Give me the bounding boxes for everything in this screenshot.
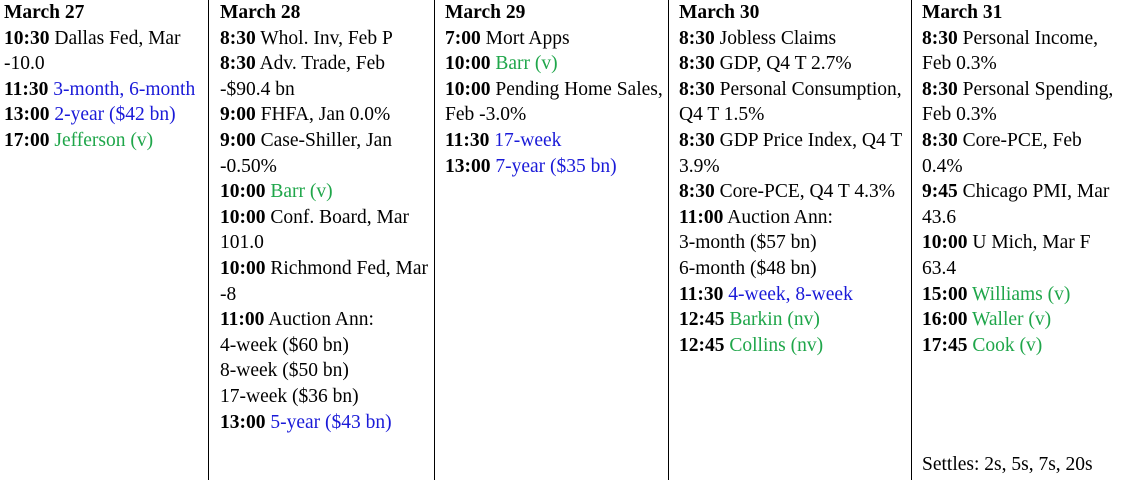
event-item — [220, 26, 430, 52]
event-time: 10:30 — [4, 27, 50, 49]
event-item — [922, 230, 1117, 281]
event-time: 17:45 — [922, 334, 968, 356]
event-description: Barr (v) — [495, 53, 558, 75]
event-item — [220, 256, 430, 307]
event-time: 8:30 — [922, 129, 958, 151]
event-time: 16:00 — [922, 309, 968, 331]
day-column-march-30 — [669, 0, 912, 480]
event-item — [4, 77, 204, 103]
event-time: 10:00 — [445, 53, 491, 75]
event-description: U Mich, Mar F 63.4 — [922, 232, 1091, 279]
event-time: 10:00 — [445, 78, 491, 100]
event-description: 7-year ($35 bn) — [495, 155, 617, 177]
event-description: Cook (v) — [972, 334, 1043, 356]
event-description: Dallas Fed, Mar -10.0 — [4, 27, 181, 75]
event-time: 13:00 — [4, 104, 50, 126]
day-column-march-28 — [209, 0, 435, 480]
day-title: March 30 — [679, 2, 760, 23]
event-item — [922, 77, 1117, 128]
event-list — [679, 26, 907, 359]
event-description: Adv. Trade, Feb -$90.4 bn — [220, 53, 386, 100]
event-description: 4-week, 8-week — [728, 283, 853, 305]
event-time: 15:00 — [922, 283, 968, 305]
event-description: Barr (v) — [270, 181, 333, 203]
event-item — [445, 154, 664, 180]
event-item — [220, 307, 430, 409]
event-item — [445, 128, 664, 154]
event-description: Barkin (nv) — [729, 309, 820, 331]
event-item — [445, 26, 664, 52]
event-item — [4, 102, 204, 128]
event-item — [679, 333, 907, 359]
event-item — [922, 307, 1117, 333]
day-title: March 31 — [922, 2, 1003, 23]
event-description: Conf. Board, Mar 101.0 — [220, 206, 410, 254]
event-time: 11:30 — [4, 78, 49, 100]
event-description: Chicago PMI, Mar 43.6 — [922, 181, 1110, 228]
event-time: 7:00 — [445, 27, 481, 49]
event-item — [679, 282, 907, 308]
event-description: Personal Income, Feb 0.3% — [922, 27, 1099, 75]
event-time: 10:00 — [220, 181, 266, 203]
event-time: 8:30 — [679, 78, 715, 100]
event-time: 8:30 — [679, 27, 715, 49]
event-list — [220, 26, 430, 436]
event-time: 8:30 — [220, 27, 256, 49]
event-item — [679, 77, 907, 128]
event-item — [679, 26, 907, 52]
event-time: 10:00 — [220, 257, 266, 279]
event-time: 9:45 — [922, 181, 958, 203]
auction-detail-line: 6-month ($48 bn) — [679, 257, 817, 279]
event-item — [220, 205, 430, 256]
event-description: 3-month, 6-month — [53, 78, 196, 100]
event-time: 8:30 — [922, 27, 958, 49]
event-item — [220, 179, 430, 205]
event-time: 9:00 — [220, 129, 256, 151]
event-description: Jobless Claims — [719, 27, 837, 49]
event-item — [679, 179, 907, 205]
event-description: Jefferson (v) — [54, 129, 154, 151]
event-description: Personal Consumption, Q4 T 1.5% — [679, 78, 902, 126]
event-time: 17:00 — [4, 129, 50, 151]
day-column-march-31 — [912, 0, 1121, 480]
event-item — [220, 128, 430, 179]
event-item — [922, 128, 1117, 179]
event-time: 8:30 — [679, 53, 715, 75]
event-item — [922, 282, 1117, 308]
day-title: March 28 — [220, 2, 301, 23]
event-description: Collins (nv) — [729, 334, 824, 356]
event-time: 11:30 — [445, 129, 490, 151]
event-item — [679, 128, 907, 179]
event-item — [220, 51, 430, 102]
event-description: GDP, Q4 T 2.7% — [719, 53, 852, 75]
event-time: 13:00 — [220, 411, 266, 433]
auction-detail-line: 4-week ($60 bn) — [220, 334, 349, 356]
event-time: 13:00 — [445, 155, 491, 177]
event-time: 9:00 — [220, 104, 256, 126]
event-item — [679, 205, 907, 282]
event-time: 12:45 — [679, 334, 725, 356]
event-description: Waller (v) — [972, 309, 1052, 331]
event-item — [445, 77, 664, 128]
event-description: Personal Spending, Feb 0.3% — [922, 78, 1114, 126]
event-description: Core-PCE, Feb 0.4% — [922, 129, 1082, 177]
event-item — [922, 333, 1117, 359]
auction-detail-line: 3-month ($57 bn) — [679, 232, 817, 254]
event-item — [4, 26, 204, 77]
event-list — [4, 26, 204, 154]
event-description: Auction Ann: — [727, 206, 833, 228]
event-description: 5-year ($43 bn) — [270, 411, 392, 433]
event-description: Mort Apps — [485, 27, 570, 49]
event-time: 11:30 — [679, 283, 724, 305]
event-item — [922, 26, 1117, 77]
event-item — [445, 51, 664, 77]
event-item — [679, 307, 907, 333]
event-time: 8:30 — [922, 78, 958, 100]
event-item — [220, 410, 430, 436]
event-description: Core-PCE, Q4 T 4.3% — [719, 181, 895, 203]
settles-note: Settles: 2s, 5s, 7s, 20s — [922, 454, 1093, 476]
event-description: Williams (v) — [972, 283, 1071, 305]
event-time: 8:30 — [220, 53, 256, 75]
day-title: March 27 — [4, 2, 85, 23]
event-time: 11:00 — [220, 309, 265, 331]
event-description: Auction Ann: — [268, 309, 374, 331]
day-column-march-27 — [0, 0, 209, 480]
event-time: 11:00 — [679, 206, 724, 228]
event-description: GDP Price Index, Q4 T 3.9% — [679, 129, 902, 177]
auction-detail-line: 17-week ($36 bn) — [220, 385, 359, 407]
event-description: FHFA, Jan 0.0% — [260, 104, 391, 126]
day-title: March 29 — [445, 2, 526, 23]
event-time: 10:00 — [922, 232, 968, 254]
event-item — [220, 102, 430, 128]
event-description: Case-Shiller, Jan -0.50% — [220, 129, 392, 177]
event-description: Pending Home Sales, Feb -3.0% — [445, 78, 663, 126]
event-item — [922, 179, 1117, 230]
event-time: 10:00 — [220, 206, 266, 228]
event-time: 12:45 — [679, 309, 725, 331]
event-item — [4, 128, 204, 154]
day-column-march-29 — [435, 0, 669, 480]
event-time: 8:30 — [679, 129, 715, 151]
event-list — [445, 26, 664, 180]
event-list — [922, 26, 1117, 359]
event-description: Whol. Inv, Feb P — [260, 27, 393, 49]
event-description: 2-year ($42 bn) — [54, 104, 176, 126]
event-time: 8:30 — [679, 181, 715, 203]
auction-detail-line: 8-week ($50 bn) — [220, 360, 349, 382]
event-item — [679, 51, 907, 77]
event-description: Richmond Fed, Mar -8 — [220, 257, 428, 305]
event-description: 17-week — [494, 129, 562, 151]
